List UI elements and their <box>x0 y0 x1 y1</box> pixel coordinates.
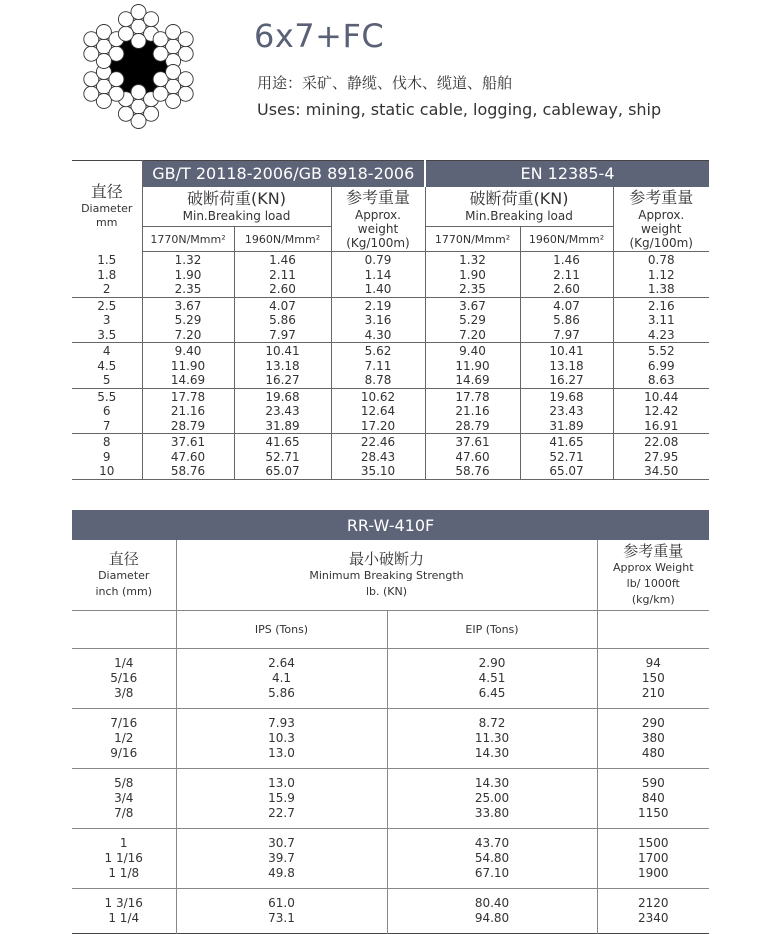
diameter-cell: 1 1/8 <box>72 866 176 889</box>
table-row <box>72 328 709 343</box>
value-cell: 1.14 <box>331 268 425 283</box>
value-cell: 290 <box>641 715 665 730</box>
wire <box>84 46 99 61</box>
table-row <box>72 313 709 328</box>
value-cell: 10.62 <box>331 388 425 404</box>
value-cell: 21.16 <box>142 404 234 419</box>
usage-english: Uses: mining, static cable, logging, cableway, ship <box>257 100 662 119</box>
value-cell: 41.65 <box>520 434 613 450</box>
value-cell: 22.46 <box>331 434 425 450</box>
value-cell: 27.95 <box>644 449 679 464</box>
diameter-cell: 1.8 <box>72 268 142 283</box>
value-cell: 30.7 <box>176 828 387 851</box>
value-cell: 590 <box>641 775 665 790</box>
value-cell: 47.60 <box>142 450 234 465</box>
value-cell: 1500 <box>637 835 669 850</box>
value-cell: 14.69 <box>142 373 234 388</box>
standard-rrw-header: RR-W-410F <box>72 510 709 540</box>
value-cell: 480 <box>597 746 709 769</box>
value-cell: 31.89 <box>234 419 331 434</box>
value-cell: 13.0 <box>176 768 387 791</box>
usage-chinese: 用途：采矿、静缆、伐木、缆道、船舶 <box>257 74 513 92</box>
value-cell: 80.40 <box>387 888 597 911</box>
value-cell: 10.41 <box>234 343 331 359</box>
value-cell: 2.35 <box>142 282 234 297</box>
value-cell: 5.29 <box>425 313 520 328</box>
table-row <box>72 888 709 911</box>
value-cell: 17.78 <box>142 388 234 404</box>
value-cell: 11.90 <box>142 359 234 374</box>
diameter-cell: 5/16 <box>72 671 176 686</box>
value-cell: 34.50 <box>613 464 709 479</box>
value-cell: 5.86 <box>520 313 613 328</box>
value-cell: 210 <box>597 686 709 709</box>
table-row <box>72 297 709 313</box>
table-row <box>72 359 709 374</box>
value-cell: 33.80 <box>387 806 597 829</box>
diameter-cell: 7 <box>72 419 142 434</box>
table-row <box>72 731 709 746</box>
value-cell: 7.11 <box>331 359 425 374</box>
table-row <box>72 806 709 829</box>
value-cell: 8.78 <box>331 373 425 388</box>
wire <box>118 106 133 121</box>
value-cell: 4.1 <box>176 671 387 686</box>
table-row <box>72 404 709 419</box>
value-cell: 2120 <box>637 895 669 910</box>
value-cell: 15.9 <box>176 791 387 806</box>
value-cell: 2.11 <box>234 268 331 283</box>
value-cell: 39.7 <box>176 851 387 866</box>
value-cell: 16.27 <box>234 373 331 388</box>
value-cell: 8.72 <box>387 708 597 731</box>
value-cell: 31.89 <box>520 419 613 434</box>
value-cell: 28.79 <box>142 419 234 434</box>
value-cell: 22.08 <box>644 435 679 449</box>
value-cell: 7.20 <box>425 328 520 343</box>
standard-en-header: EN 12385-4 <box>425 161 709 187</box>
value-cell: 23.43 <box>520 404 613 419</box>
value-cell: 13.18 <box>520 359 613 374</box>
table-row <box>72 686 709 709</box>
value-cell: 49.8 <box>176 866 387 889</box>
value-cell: 61.0 <box>176 888 387 911</box>
value-cell: 8.63 <box>613 373 709 388</box>
value-cell: 3.67 <box>425 297 520 313</box>
table-row <box>72 388 709 404</box>
value-cell: 1.46 <box>520 252 613 268</box>
value-cell: 4.07 <box>520 297 613 313</box>
value-cell: 22.7 <box>176 806 387 829</box>
wire <box>153 46 168 61</box>
diameter-cell: 4 <box>72 343 142 359</box>
value-cell: 43.70 <box>387 828 597 851</box>
table-row <box>72 828 709 851</box>
ips-header: IPS (Tons) <box>176 610 387 648</box>
diameter-cell: 9/16 <box>72 746 176 769</box>
value-cell: 7.97 <box>520 328 613 343</box>
value-cell: 11.90 <box>425 359 520 374</box>
table-row <box>72 866 709 889</box>
value-cell: 94.80 <box>387 911 597 934</box>
value-cell: 37.61 <box>142 434 234 450</box>
value-cell: 7.97 <box>234 328 331 343</box>
wire <box>153 86 168 101</box>
diameter-cell: 3 <box>72 313 142 328</box>
value-cell: 4.07 <box>234 297 331 313</box>
wire <box>178 72 193 87</box>
diameter-cell: 8 <box>72 434 142 450</box>
diameter-cell: 2 <box>72 282 142 297</box>
value-cell: 9.40 <box>142 343 234 359</box>
table-row <box>72 851 709 866</box>
grade-1770-en: 1770N/Mmm² <box>425 227 520 252</box>
standard-gb-header: GB/T 20118-2006/GB 8918-2006 <box>142 161 425 187</box>
value-cell: 2.35 <box>425 282 520 297</box>
table-row <box>72 708 709 731</box>
value-cell: 5.86 <box>176 686 387 709</box>
value-cell: 52.71 <box>234 450 331 465</box>
value-cell: 13.0 <box>176 746 387 769</box>
value-cell: 0.79 <box>331 252 425 268</box>
value-cell: 5.86 <box>234 313 331 328</box>
value-cell: 380 <box>641 730 665 745</box>
value-cell: 37.61 <box>425 434 520 450</box>
value-cell: 5.62 <box>331 343 425 359</box>
value-cell: 12.42 <box>644 404 679 418</box>
weight-header-gb: 参考重量 Approx. weight (Kg/100m) <box>331 187 425 252</box>
value-cell: 2.90 <box>387 648 597 671</box>
table-row <box>72 434 709 450</box>
weight-header-en: 参考重量 Approx. weight (Kg/100m) <box>613 187 709 252</box>
value-cell: 2.11 <box>520 268 613 283</box>
value-cell: 1700 <box>637 850 669 865</box>
table-row <box>72 768 709 791</box>
table-row <box>72 419 709 434</box>
diameter-cell: 1/4 <box>72 648 176 671</box>
diameter-cell: 9 <box>72 450 142 465</box>
value-cell: 73.1 <box>176 911 387 934</box>
value-cell: 2.60 <box>234 282 331 297</box>
value-cell: 13.18 <box>234 359 331 374</box>
table-row <box>72 464 709 479</box>
grade-1770-gb: 1770N/Mmm² <box>142 227 234 252</box>
eip-header: EIP (Tons) <box>387 610 597 648</box>
value-cell: 23.43 <box>234 404 331 419</box>
value-cell: 5.29 <box>142 313 234 328</box>
rope-cross-section-icon <box>76 4 201 133</box>
value-cell: 41.65 <box>234 434 331 450</box>
value-cell: 54.80 <box>387 851 597 866</box>
value-cell: 3.67 <box>142 297 234 313</box>
value-cell: 1.46 <box>234 252 331 268</box>
table-row <box>72 268 709 283</box>
value-cell: 7.93 <box>176 708 387 731</box>
value-cell: 14.30 <box>387 746 597 769</box>
value-cell: 1.12 <box>647 267 675 282</box>
value-cell: 4.23 <box>613 328 709 343</box>
table-row <box>72 373 709 388</box>
value-cell: 2.64 <box>176 648 387 671</box>
spec-table-gb-en <box>72 160 709 480</box>
empty-header-cell <box>597 610 709 648</box>
value-cell: 21.16 <box>425 404 520 419</box>
value-cell: 150 <box>641 670 665 685</box>
weight-header: 参考重量 Approx Weight lb/ 1000ft (kg/km) <box>597 540 709 610</box>
table-row <box>72 746 709 769</box>
breaking-load-header-en: 破断荷重(KN) Min.Breaking load <box>425 187 613 227</box>
diameter-cell: 2.5 <box>72 297 142 313</box>
table-row <box>72 791 709 806</box>
diameter-cell: 6 <box>72 404 142 419</box>
spec-table-rrw410f <box>72 510 709 934</box>
value-cell: 16.91 <box>613 419 709 434</box>
table-row <box>72 648 709 671</box>
diameter-cell: 3/8 <box>72 686 176 709</box>
value-cell: 1.32 <box>142 252 234 268</box>
value-cell: 58.76 <box>425 464 520 479</box>
breaking-load-header-gb: 破断荷重(KN) Min.Breaking load <box>142 187 331 227</box>
empty-header-cell <box>72 610 176 648</box>
wire <box>178 32 193 47</box>
value-cell: 1150 <box>597 806 709 829</box>
value-cell: 67.10 <box>387 866 597 889</box>
value-cell: 1.32 <box>425 252 520 268</box>
value-cell: 28.43 <box>331 450 425 465</box>
diameter-header: 直径 Diameter inch (mm) <box>72 540 176 610</box>
diameter-cell: 7/8 <box>72 806 176 829</box>
value-cell: 1.90 <box>425 268 520 283</box>
value-cell: 11.30 <box>387 731 597 746</box>
value-cell: 0.78 <box>647 253 675 267</box>
value-cell: 58.76 <box>142 464 234 479</box>
value-cell: 1900 <box>597 866 709 889</box>
value-cell: 3.16 <box>331 313 425 328</box>
value-cell: 10.3 <box>176 731 387 746</box>
value-cell: 1.40 <box>331 282 425 297</box>
value-cell: 6.99 <box>647 358 675 373</box>
value-cell: 16.27 <box>520 373 613 388</box>
value-cell: 2.19 <box>331 297 425 313</box>
value-cell: 14.69 <box>425 373 520 388</box>
grade-1960-en: 1960N/Mmm² <box>520 227 613 252</box>
table-row <box>72 343 709 359</box>
value-cell: 1.90 <box>142 268 234 283</box>
value-cell: 2340 <box>637 910 669 925</box>
value-cell: 2.16 <box>647 298 675 313</box>
diameter-cell: 1.5 <box>72 252 142 268</box>
value-cell: 28.79 <box>425 419 520 434</box>
diameter-cell: 5/8 <box>72 768 176 791</box>
diameter-cell: 3.5 <box>72 328 142 343</box>
value-cell: 17.20 <box>331 419 425 434</box>
value-cell: 17.78 <box>425 388 520 404</box>
diameter-header: 直径 Diameter mm <box>72 161 142 252</box>
value-cell: 65.07 <box>520 464 613 479</box>
diameter-cell: 5.5 <box>72 388 142 404</box>
value-cell: 35.10 <box>331 464 425 479</box>
value-cell: 14.30 <box>387 768 597 791</box>
wire <box>118 26 133 41</box>
table-row <box>72 450 709 465</box>
value-cell: 94 <box>645 655 661 670</box>
table-row <box>72 671 709 686</box>
diameter-cell: 1/2 <box>72 731 176 746</box>
diameter-cell: 1 <box>72 828 176 851</box>
diameter-cell: 1 3/16 <box>72 888 176 911</box>
value-cell: 840 <box>641 790 665 805</box>
value-cell: 47.60 <box>425 450 520 465</box>
value-cell: 9.40 <box>425 343 520 359</box>
diameter-cell: 5 <box>72 373 142 388</box>
value-cell: 12.64 <box>331 404 425 419</box>
grade-1960-gb: 1960N/Mmm² <box>234 227 331 252</box>
value-cell: 19.68 <box>234 388 331 404</box>
value-cell: 1.38 <box>613 282 709 297</box>
diameter-cell: 1 1/4 <box>72 911 176 934</box>
diameter-cell: 7/16 <box>72 708 176 731</box>
table-row <box>72 252 709 268</box>
value-cell: 25.00 <box>387 791 597 806</box>
value-cell: 19.68 <box>520 388 613 404</box>
value-cell: 4.30 <box>331 328 425 343</box>
diameter-cell: 1 1/16 <box>72 851 176 866</box>
page-title: 6x7+FC <box>254 17 385 55</box>
value-cell: 7.20 <box>142 328 234 343</box>
value-cell: 10.41 <box>520 343 613 359</box>
wire <box>84 86 99 101</box>
value-cell: 6.45 <box>387 686 597 709</box>
wire <box>109 72 124 87</box>
value-cell: 3.11 <box>647 313 675 327</box>
header <box>0 0 783 150</box>
value-cell: 5.52 <box>647 344 675 358</box>
table-row <box>72 911 709 934</box>
table-row <box>72 282 709 297</box>
diameter-cell: 3/4 <box>72 791 176 806</box>
value-cell: 4.51 <box>387 671 597 686</box>
breaking-strength-header: 最小破断力 Minimum Breaking Strength lb. (KN) <box>176 540 597 610</box>
diameter-cell: 4.5 <box>72 359 142 374</box>
wire <box>144 12 159 27</box>
diameter-cell: 10 <box>72 464 142 479</box>
value-cell: 10.44 <box>644 389 679 404</box>
value-cell: 2.60 <box>520 282 613 297</box>
value-cell: 65.07 <box>234 464 331 479</box>
value-cell: 52.71 <box>520 450 613 465</box>
